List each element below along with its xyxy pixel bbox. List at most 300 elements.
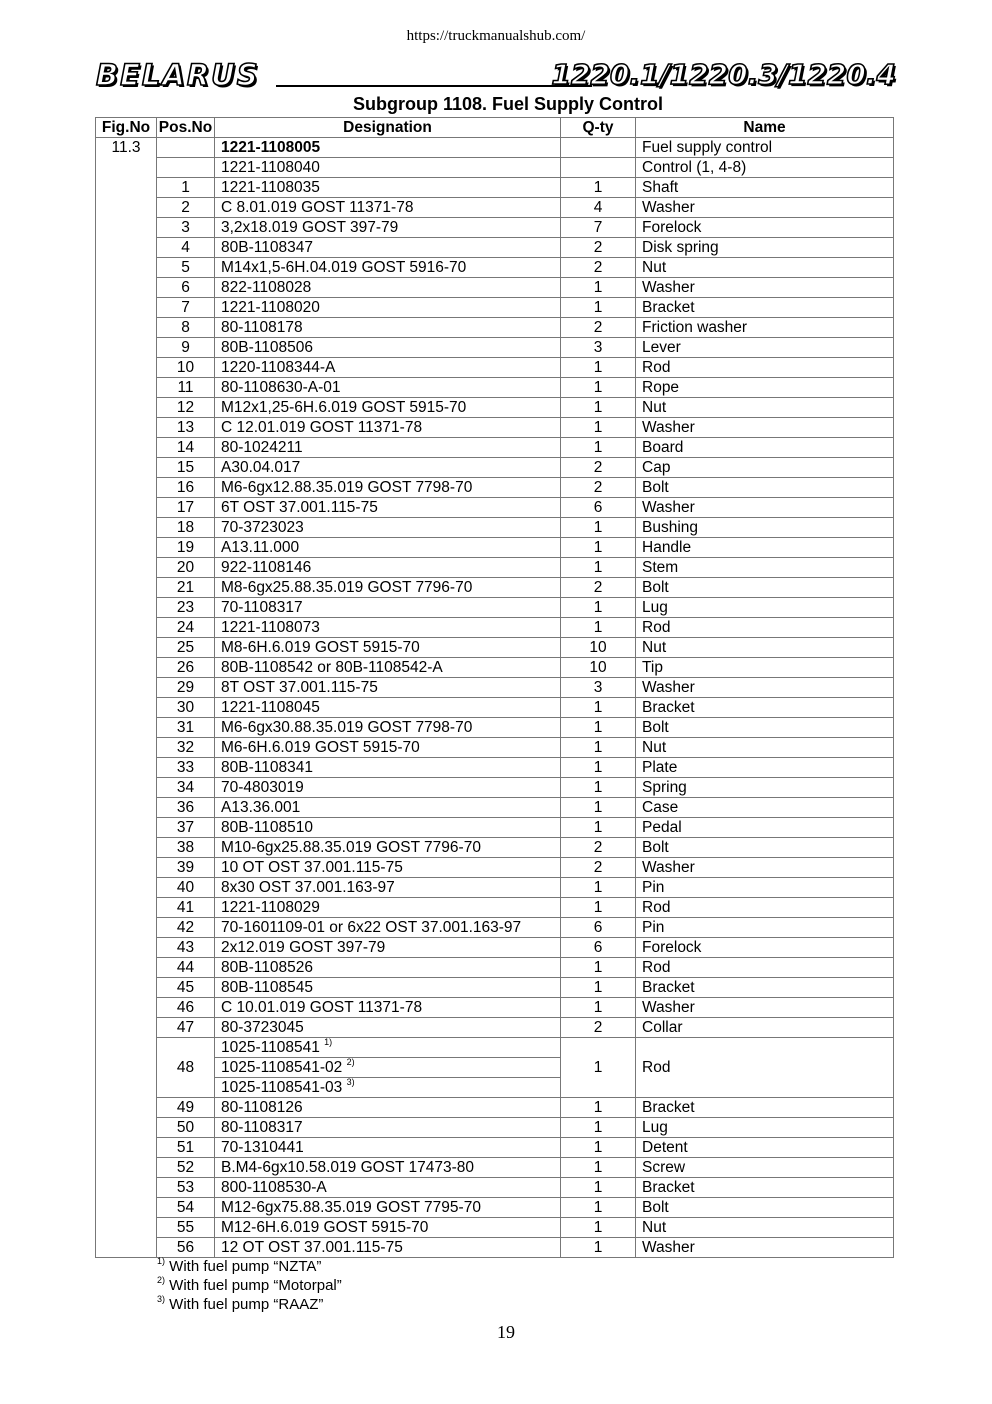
qty-cell: 2 (561, 238, 636, 258)
table-row (96, 778, 894, 798)
pos-no-cell (157, 158, 215, 178)
designation-cell: 70-4803019 (215, 778, 561, 798)
qty-cell: 1 (561, 298, 636, 318)
pos-no-cell: 15 (157, 458, 215, 478)
name-cell: Pin (636, 918, 894, 938)
qty-cell: 1 (561, 538, 636, 558)
designation-cell: 70-3723023 (215, 518, 561, 538)
designation-cell: 1221-1108035 (215, 178, 561, 198)
designation-cell: 6T OST 37.001.115-75 (215, 498, 561, 518)
qty-cell: 10 (561, 638, 636, 658)
designation-cell: M6-6H.6.019 GOST 5915-70 (215, 738, 561, 758)
pos-no-cell: 6 (157, 278, 215, 298)
table-row (96, 1018, 894, 1038)
qty-cell: 2 (561, 318, 636, 338)
name-cell: Forelock (636, 218, 894, 238)
name-cell: Tip (636, 658, 894, 678)
table-row (96, 1198, 894, 1218)
pos-no-cell: 18 (157, 518, 215, 538)
qty-cell: 1 (561, 898, 636, 918)
qty-cell: 1 (561, 698, 636, 718)
pos-no-cell: 5 (157, 258, 215, 278)
table-row (96, 1118, 894, 1138)
table-row (96, 698, 894, 718)
name-cell: Nut (636, 638, 894, 658)
qty-cell: 6 (561, 938, 636, 958)
name-cell: Friction washer (636, 318, 894, 338)
name-cell: Collar (636, 1018, 894, 1038)
parts-table-body (96, 138, 894, 1258)
designation-cell: 1220-1108344-A (215, 358, 561, 378)
designation-cell: 80B-1108510 (215, 818, 561, 838)
designation-cell: 80B-1108506 (215, 338, 561, 358)
designation-cell: 1221-1108020 (215, 298, 561, 318)
pos-no-cell: 26 (157, 658, 215, 678)
pos-no-cell: 41 (157, 898, 215, 918)
table-row (96, 1238, 894, 1258)
name-cell: Forelock (636, 938, 894, 958)
pos-no-cell: 10 (157, 358, 215, 378)
pos-no-cell: 39 (157, 858, 215, 878)
name-cell: Bolt (636, 718, 894, 738)
pos-no-cell: 56 (157, 1238, 215, 1258)
name-cell: Washer (636, 278, 894, 298)
footnotes (157, 1257, 342, 1314)
pos-no-cell: 38 (157, 838, 215, 858)
qty-cell: 4 (561, 198, 636, 218)
pos-no-cell: 20 (157, 558, 215, 578)
qty-cell: 2 (561, 258, 636, 278)
footnote (157, 1295, 342, 1314)
pos-no-cell: 48 (157, 1038, 215, 1098)
qty-cell: 1 (561, 1158, 636, 1178)
qty-cell: 2 (561, 458, 636, 478)
table-header-row (96, 118, 894, 138)
pos-no-cell: 34 (157, 778, 215, 798)
qty-cell: 3 (561, 338, 636, 358)
pos-no-cell: 30 (157, 698, 215, 718)
name-cell: Bolt (636, 478, 894, 498)
table-row (96, 978, 894, 998)
qty-cell: 1 (561, 518, 636, 538)
qty-cell: 1 (561, 718, 636, 738)
designation-cell: M12x1,25-6H.6.019 GOST 5915-70 (215, 398, 561, 418)
designation-cell: 80-1108630-A-01 (215, 378, 561, 398)
designation-cell (215, 1038, 561, 1058)
designation-cell: 80B-1108347 (215, 238, 561, 258)
table-row (96, 1038, 894, 1058)
qty-cell: 1 (561, 618, 636, 638)
designation-cell: 822-1108028 (215, 278, 561, 298)
pos-no-cell: 32 (157, 738, 215, 758)
qty-cell: 1 (561, 438, 636, 458)
pos-no-cell: 31 (157, 718, 215, 738)
designation-cell: A30.04.017 (215, 458, 561, 478)
pos-no-cell: 11 (157, 378, 215, 398)
table-row (96, 558, 894, 578)
source-url[interactable]: https://truckmanualshub.com/ (406, 28, 586, 44)
pos-no-cell: 33 (157, 758, 215, 778)
column-header-qty: Q-ty (561, 118, 636, 138)
fig-no-cell: 11.3 (96, 138, 157, 1258)
designation-cell: 80-1024211 (215, 438, 561, 458)
pos-no-cell: 4 (157, 238, 215, 258)
name-cell: Screw (636, 1158, 894, 1178)
name-cell: Washer (636, 418, 894, 438)
qty-cell: 7 (561, 218, 636, 238)
table-row (96, 138, 894, 158)
name-cell: Spring (636, 778, 894, 798)
pos-no-cell: 13 (157, 418, 215, 438)
table-row (96, 738, 894, 758)
pos-no-cell: 43 (157, 938, 215, 958)
pos-no-cell: 55 (157, 1218, 215, 1238)
designation-text: 1025-1108541-02 (221, 1059, 343, 1076)
table-row (96, 298, 894, 318)
page-title: Subgroup 1108. Fuel Supply Control (352, 94, 664, 114)
qty-cell: 1 (561, 178, 636, 198)
brand-logo: BELARUS (96, 58, 260, 92)
pos-no-cell: 50 (157, 1118, 215, 1138)
name-cell: Washer (636, 1238, 894, 1258)
name-cell: Detent (636, 1138, 894, 1158)
table-row (96, 998, 894, 1018)
pos-no-cell: 47 (157, 1018, 215, 1038)
qty-cell: 1 (561, 1118, 636, 1138)
designation-cell: C 10.01.019 GOST 11371-78 (215, 998, 561, 1018)
name-cell: Disk spring (636, 238, 894, 258)
name-cell: Lever (636, 338, 894, 358)
table-row (96, 1098, 894, 1118)
table-row (96, 438, 894, 458)
pos-no-cell: 19 (157, 538, 215, 558)
name-cell: Lug (636, 598, 894, 618)
designation-cell: 1221-1108073 (215, 618, 561, 638)
table-row (96, 638, 894, 658)
pos-no-cell: 46 (157, 998, 215, 1018)
table-row (96, 958, 894, 978)
designation-cell: M6-6gx12.88.35.019 GOST 7798-70 (215, 478, 561, 498)
table-row (96, 598, 894, 618)
qty-cell (561, 158, 636, 178)
designation-cell: 70-1108317 (215, 598, 561, 618)
name-cell: Stem (636, 558, 894, 578)
table-row (96, 258, 894, 278)
column-header-pos-no: Pos.No (157, 118, 215, 138)
table-row (96, 238, 894, 258)
pos-no-cell: 2 (157, 198, 215, 218)
table-row (96, 358, 894, 378)
qty-cell (561, 138, 636, 158)
pos-no-cell: 29 (157, 678, 215, 698)
designation-cell: 12 OT OST 37.001.115-75 (215, 1238, 561, 1258)
qty-cell: 1 (561, 1178, 636, 1198)
qty-cell: 1 (561, 278, 636, 298)
qty-cell: 1 (561, 558, 636, 578)
page-number: 19 (497, 1322, 515, 1342)
table-row (96, 1218, 894, 1238)
designation-text: 1025-1108541 (221, 1039, 320, 1056)
designation-cell: 1221-1108005 (215, 138, 561, 158)
name-cell: Bolt (636, 578, 894, 598)
model-numbers: 1220.1/1220.3/1220.4 (551, 58, 896, 91)
qty-cell: 1 (561, 758, 636, 778)
name-cell: Washer (636, 198, 894, 218)
table-row (96, 858, 894, 878)
name-cell: Bolt (636, 1198, 894, 1218)
table-row (96, 538, 894, 558)
footnote-text: With fuel pump “NZTA” (165, 1258, 322, 1275)
qty-cell: 1 (561, 738, 636, 758)
qty-cell: 1 (561, 958, 636, 978)
name-cell: Rod (636, 958, 894, 978)
designation-cell: A13.11.000 (215, 538, 561, 558)
name-cell: Bracket (636, 298, 894, 318)
table-row (96, 178, 894, 198)
table-row (96, 878, 894, 898)
pos-no-cell: 8 (157, 318, 215, 338)
pos-no-cell: 36 (157, 798, 215, 818)
pos-no-cell: 17 (157, 498, 215, 518)
footnote-mark: 1) (157, 1256, 166, 1266)
qty-cell: 1 (561, 1098, 636, 1118)
column-header-fig-no: Fig.No (96, 118, 157, 138)
qty-cell: 1 (561, 978, 636, 998)
name-cell: Nut (636, 398, 894, 418)
name-cell: Pin (636, 878, 894, 898)
table-row (96, 838, 894, 858)
qty-cell: 1 (561, 598, 636, 618)
designation-cell: 3,2x18.019 GOST 397-79 (215, 218, 561, 238)
qty-cell: 2 (561, 838, 636, 858)
table-row (96, 398, 894, 418)
table-row (96, 618, 894, 638)
qty-cell: 1 (561, 998, 636, 1018)
qty-cell: 1 (561, 778, 636, 798)
table-row (96, 718, 894, 738)
parts-table (95, 117, 894, 1258)
name-cell: Washer (636, 858, 894, 878)
name-cell: Washer (636, 678, 894, 698)
pos-no-cell: 7 (157, 298, 215, 318)
footnote-mark: 3) (157, 1294, 166, 1304)
pos-no-cell: 45 (157, 978, 215, 998)
designation-cell: 70-1601109-01 or 6x22 OST 37.001.163-97 (215, 918, 561, 938)
table-row (96, 758, 894, 778)
designation-cell: A13.36.001 (215, 798, 561, 818)
designation-cell: M12-6gx75.88.35.019 GOST 7795-70 (215, 1198, 561, 1218)
footnote-text: With fuel pump “RAAZ” (165, 1296, 324, 1313)
table-row (96, 338, 894, 358)
table-row (96, 318, 894, 338)
table-row (96, 658, 894, 678)
qty-cell: 1 (561, 418, 636, 438)
column-header-name: Name (636, 118, 894, 138)
table-row (96, 798, 894, 818)
qty-cell: 10 (561, 658, 636, 678)
name-cell: Washer (636, 998, 894, 1018)
qty-cell: 1 (561, 878, 636, 898)
table-row (96, 478, 894, 498)
designation-cell (215, 1058, 561, 1078)
name-cell: Lug (636, 1118, 894, 1138)
designation-cell: 80B-1108526 (215, 958, 561, 978)
table-row (96, 498, 894, 518)
designation-cell: M6-6gx30.88.35.019 GOST 7798-70 (215, 718, 561, 738)
pos-no-cell: 16 (157, 478, 215, 498)
qty-cell: 2 (561, 1018, 636, 1038)
column-header-designation: Designation (215, 118, 561, 138)
name-cell: Rod (636, 618, 894, 638)
name-cell: Cap (636, 458, 894, 478)
table-row (96, 158, 894, 178)
name-cell: Shaft (636, 178, 894, 198)
name-cell: Rope (636, 378, 894, 398)
designation-cell: C 8.01.019 GOST 11371-78 (215, 198, 561, 218)
brand-header (96, 58, 896, 92)
designation-cell: 8T OST 37.001.115-75 (215, 678, 561, 698)
name-cell: Bushing (636, 518, 894, 538)
qty-cell: 1 (561, 1218, 636, 1238)
footnote-ref: 3) (346, 1077, 355, 1087)
name-cell: Bracket (636, 1178, 894, 1198)
designation-cell: 80B-1108542 or 80B-1108542-A (215, 658, 561, 678)
header-rule (276, 85, 592, 87)
designation-cell: 1221-1108045 (215, 698, 561, 718)
pos-no-cell: 23 (157, 598, 215, 618)
qty-cell: 1 (561, 398, 636, 418)
name-cell: Bracket (636, 698, 894, 718)
qty-cell: 1 (561, 1198, 636, 1218)
pos-no-cell: 49 (157, 1098, 215, 1118)
pos-no-cell: 51 (157, 1138, 215, 1158)
pos-no-cell: 14 (157, 438, 215, 458)
table-row (96, 198, 894, 218)
table-row (96, 818, 894, 838)
name-cell: Plate (636, 758, 894, 778)
qty-cell: 2 (561, 578, 636, 598)
footnote-ref: 2) (346, 1057, 355, 1067)
table-row (96, 918, 894, 938)
designation-cell: M14x1,5-6H.04.019 GOST 5916-70 (215, 258, 561, 278)
designation-cell: 80-1108178 (215, 318, 561, 338)
designation-cell: 922-1108146 (215, 558, 561, 578)
designation-cell: C 12.01.019 GOST 11371-78 (215, 418, 561, 438)
name-cell: Pedal (636, 818, 894, 838)
footnote-ref: 1) (324, 1037, 333, 1047)
table-row (96, 1138, 894, 1158)
name-cell: Nut (636, 738, 894, 758)
pos-no-cell: 53 (157, 1178, 215, 1198)
pos-no-cell (157, 138, 215, 158)
pos-no-cell: 1 (157, 178, 215, 198)
pos-no-cell: 24 (157, 618, 215, 638)
designation-cell: 10 OT OST 37.001.115-75 (215, 858, 561, 878)
table-row (96, 898, 894, 918)
footnote (157, 1276, 342, 1295)
name-cell: Bolt (636, 838, 894, 858)
pos-no-cell: 54 (157, 1198, 215, 1218)
name-cell: Bracket (636, 1098, 894, 1118)
pos-no-cell: 25 (157, 638, 215, 658)
designation-cell: 80-3723045 (215, 1018, 561, 1038)
qty-cell: 3 (561, 678, 636, 698)
designation-cell: 80-1108317 (215, 1118, 561, 1138)
name-cell: Case (636, 798, 894, 818)
qty-cell: 6 (561, 498, 636, 518)
designation-text: 1025-1108541-03 (221, 1079, 343, 1096)
designation-cell: M8-6H.6.019 GOST 5915-70 (215, 638, 561, 658)
pos-no-cell: 3 (157, 218, 215, 238)
table-row (96, 458, 894, 478)
name-cell: Nut (636, 1218, 894, 1238)
name-cell: Rod (636, 898, 894, 918)
footnote (157, 1257, 342, 1276)
name-cell: Handle (636, 538, 894, 558)
designation-cell: 2x12.019 GOST 397-79 (215, 938, 561, 958)
pos-no-cell: 37 (157, 818, 215, 838)
pos-no-cell: 21 (157, 578, 215, 598)
qty-cell: 1 (561, 798, 636, 818)
qty-cell: 6 (561, 918, 636, 938)
designation-cell: 800-1108530-A (215, 1178, 561, 1198)
designation-cell: M8-6gx25.88.35.019 GOST 7796-70 (215, 578, 561, 598)
qty-cell: 2 (561, 478, 636, 498)
designation-cell: 80B-1108545 (215, 978, 561, 998)
qty-cell: 1 (561, 818, 636, 838)
name-cell: Rod (636, 358, 894, 378)
pos-no-cell: 42 (157, 918, 215, 938)
table-row (96, 678, 894, 698)
table-row (96, 578, 894, 598)
designation-cell: B.M4-6gx10.58.019 GOST 17473-80 (215, 1158, 561, 1178)
pos-no-cell: 9 (157, 338, 215, 358)
name-cell: Fuel supply control (636, 138, 894, 158)
designation-cell (215, 1078, 561, 1098)
qty-cell: 1 (561, 1138, 636, 1158)
name-cell: Bracket (636, 978, 894, 998)
name-cell: Rod (636, 1038, 894, 1098)
table-row (96, 938, 894, 958)
designation-cell: M10-6gx25.88.35.019 GOST 7796-70 (215, 838, 561, 858)
designation-cell: M12-6H.6.019 GOST 5915-70 (215, 1218, 561, 1238)
qty-cell: 1 (561, 358, 636, 378)
name-cell: Board (636, 438, 894, 458)
table-row (96, 378, 894, 398)
qty-cell: 1 (561, 378, 636, 398)
table-row (96, 278, 894, 298)
designation-cell: 80-1108126 (215, 1098, 561, 1118)
pos-no-cell: 40 (157, 878, 215, 898)
designation-cell: 1221-1108040 (215, 158, 561, 178)
footnote-text: With fuel pump “Motorpal” (165, 1277, 342, 1294)
designation-cell: 8x30 OST 37.001.163-97 (215, 878, 561, 898)
designation-cell: 80B-1108341 (215, 758, 561, 778)
footnote-mark: 2) (157, 1275, 166, 1285)
qty-cell: 2 (561, 858, 636, 878)
table-row (96, 1178, 894, 1198)
name-cell: Washer (636, 498, 894, 518)
table-row (96, 1158, 894, 1178)
designation-cell: 1221-1108029 (215, 898, 561, 918)
name-cell: Nut (636, 258, 894, 278)
pos-no-cell: 12 (157, 398, 215, 418)
designation-cell: 70-1310441 (215, 1138, 561, 1158)
pos-no-cell: 52 (157, 1158, 215, 1178)
table-row (96, 418, 894, 438)
name-cell: Control (1, 4-8) (636, 158, 894, 178)
pos-no-cell: 44 (157, 958, 215, 978)
